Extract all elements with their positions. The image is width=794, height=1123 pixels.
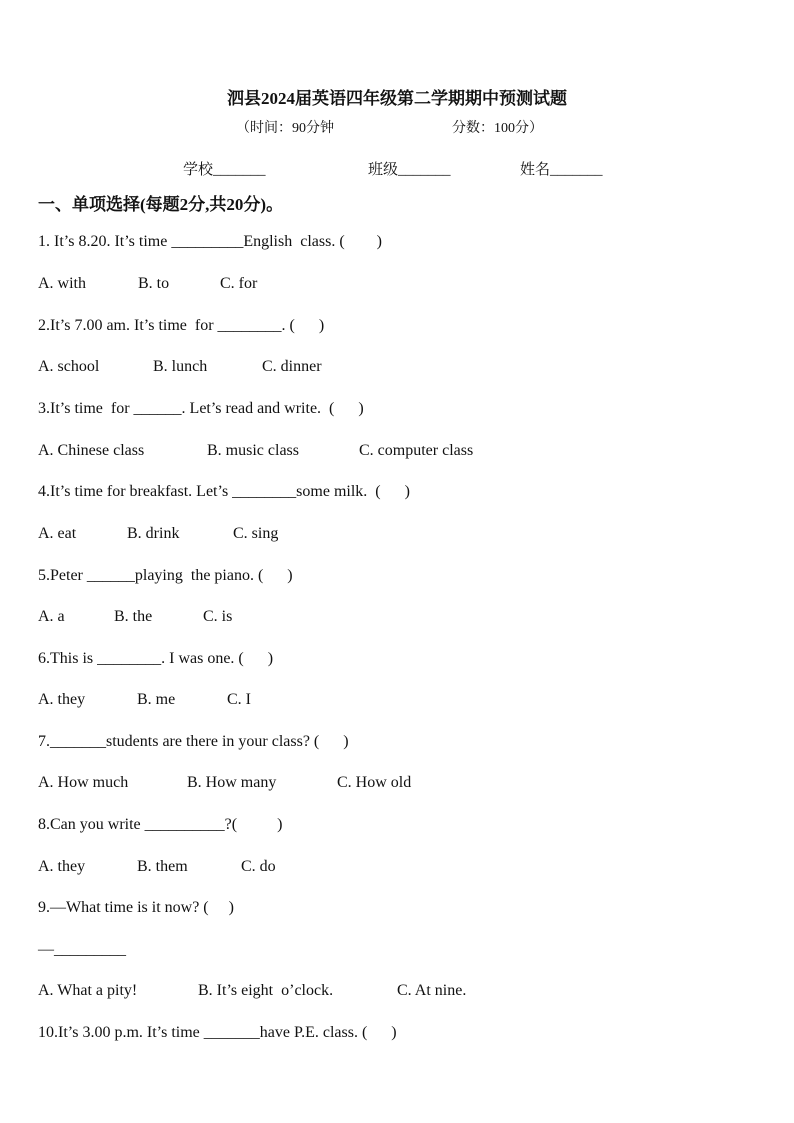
question-stem: 6.This is ________. I was one. ( ) xyxy=(38,650,274,667)
name-field: 姓名_______ xyxy=(520,162,603,178)
option-b: B. them xyxy=(137,858,188,875)
question-stem: 10.It’s 3.00 p.m. It’s time _______have P.E. class. ( ) xyxy=(38,1024,397,1041)
option-c: C. sing xyxy=(233,525,279,542)
exam-time: （时间：90分钟 xyxy=(236,121,334,136)
option-b: B. to xyxy=(138,275,170,292)
question-stem: 2.It’s 7.00 am. It’s time for ________. ( ) xyxy=(38,317,325,334)
option-c: C. for xyxy=(220,275,258,292)
option-a: A. they xyxy=(38,858,86,875)
option-b: B. How many xyxy=(187,774,277,791)
option-a: A. What a pity! xyxy=(38,982,138,999)
option-c: C. do xyxy=(241,858,276,875)
option-a: A. How much xyxy=(38,774,129,791)
option-a: A. they xyxy=(38,691,86,708)
option-b: B. It’s eight o’clock. xyxy=(198,982,334,999)
exam-score: 分数：100分） xyxy=(452,121,543,136)
question-stem: 9.—What time is it now? ( ) xyxy=(38,899,234,916)
option-a: A. a xyxy=(38,608,65,625)
class-field: 班级_______ xyxy=(368,162,451,178)
school-field: 学校_______ xyxy=(183,162,266,178)
option-c: C. computer class xyxy=(359,442,474,459)
option-b: B. me xyxy=(137,691,176,708)
exam-title: 泗县2024届英语四年级第二学期期中预测试题 xyxy=(227,89,567,108)
answer-line: —_________ xyxy=(38,941,126,958)
option-b: B. the xyxy=(114,608,153,625)
option-c: C. How old xyxy=(337,774,412,791)
option-c: C. I xyxy=(227,691,251,708)
question-stem: 5.Peter ______playing the piano. ( ) xyxy=(38,567,293,584)
question-stem: 1. It’s 8.20. It’s time _________English class. ( ) xyxy=(38,233,382,250)
question-stem: 8.Can you write __________?( ) xyxy=(38,816,283,833)
section-heading: 一、单项选择(每题2分,共20分)。 xyxy=(38,195,284,214)
option-b: B. drink xyxy=(127,525,180,542)
option-b: B. lunch xyxy=(153,358,208,375)
question-stem: 7._______students are there in your class? ( ) xyxy=(38,733,349,750)
option-c: C. dinner xyxy=(262,358,322,375)
option-b: B. music class xyxy=(207,442,299,459)
question-stem: 3.It’s time for ______. Let’s read and write. ( ) xyxy=(38,400,364,417)
option-a: A. with xyxy=(38,275,86,292)
option-a: A. Chinese class xyxy=(38,442,145,459)
question-stem: 4.It’s time for breakfast. Let’s ________some milk. ( ) xyxy=(38,483,410,500)
option-a: A. school xyxy=(38,358,100,375)
option-c: C. is xyxy=(203,608,233,625)
option-a: A. eat xyxy=(38,525,77,542)
option-c: C. At nine. xyxy=(397,982,467,999)
